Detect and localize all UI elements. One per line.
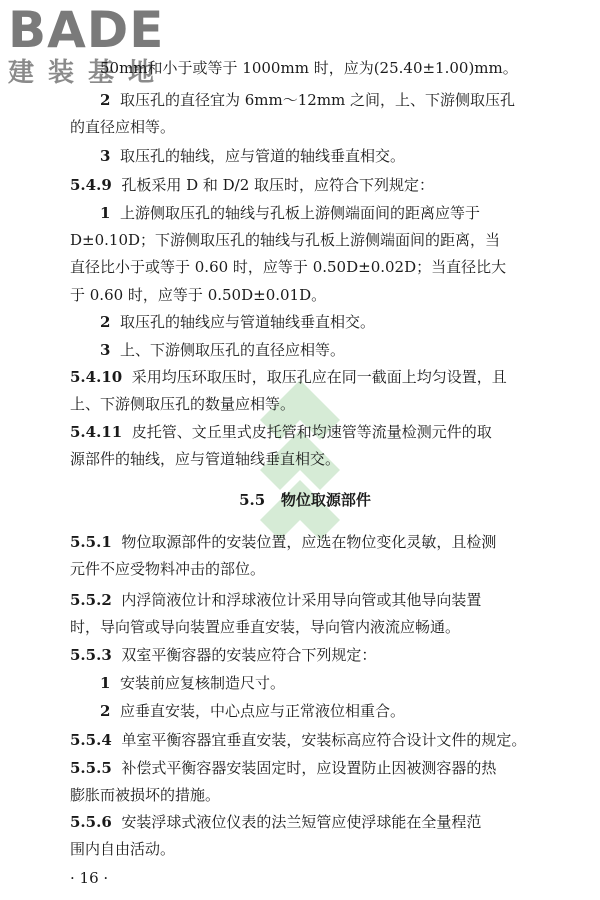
text-line: 直径比小于或等于 0.60 时，应等于 0.50D±0.02D；当直径比大 — [70, 258, 507, 276]
clause-heading: 5.4.9 孔板采用 D 和 D/2 取压时，应符合下列规定： — [70, 176, 435, 194]
clause-heading: 5.5.4 单室平衡容器宜垂直安装，安装标高应符合设计文件的规定。 — [70, 731, 527, 749]
text-line: 3 上、下游侧取压孔的直径应相等。 — [100, 341, 345, 359]
text-line: 元件不应受物料冲击的部位。 — [70, 560, 266, 578]
text-line: 1 上游侧取压孔的轴线与孔板上游侧端面间的距离应等于 — [100, 204, 480, 222]
page-number: · 16 · — [70, 869, 109, 887]
section-title: 5.5 物位取源部件 — [239, 491, 371, 509]
clause-heading: 5.5.2 内浮筒液位计和浮球液位计采用导向管或其他导向装置 — [70, 591, 482, 609]
text-line: 2 应垂直安装，中心点应与正常液位相重合。 — [100, 702, 405, 720]
clause-heading: 5.5.6 安装浮球式液位仪表的法兰短管应使浮球能在全量程范 — [70, 813, 482, 831]
text-line: 围内自由活动。 — [70, 840, 176, 858]
text-line: 膨胀而被损坏的措施。 — [70, 786, 221, 804]
text-line: 3 取压孔的轴线，应与管道的轴线垂直相交。 — [100, 147, 405, 165]
text-line: 1 安装前应复核制造尺寸。 — [100, 674, 285, 692]
clause-heading: 5.5.1 物位取源部件的安装位置，应选在物位变化灵敏，且检测 — [70, 533, 497, 551]
text-line: 时，导向管或导向装置应垂直安装，导向管内液流应畅通。 — [70, 618, 461, 636]
text-line: 2 取压孔的轴线应与管道轴线垂直相交。 — [100, 313, 375, 331]
clause-heading: 5.5.3 双室平衡容器的安装应符合下列规定： — [70, 646, 377, 664]
brand-logo — [8, 1, 208, 104]
text-line: 上、下游侧取压孔的数量应相等。 — [70, 395, 296, 413]
text-line: 源部件的轴线，应与管道轴线垂直相交。 — [70, 450, 341, 468]
logo-subtitle: 建装基地 — [8, 58, 169, 88]
clause-heading: 5.4.10 采用均压环取压时，取压孔应在同一截面上均匀设置，且 — [70, 368, 507, 386]
clause-heading: 5.5.5 补偿式平衡容器安装固定时，应设置防止因被测容器的热 — [70, 759, 497, 777]
text-line: 于 0.60 时，应等于 0.50D±0.01D。 — [70, 286, 327, 304]
clause-heading: 5.4.11 皮托管、文丘里式皮托管和均速管等流量检测元件的取 — [70, 423, 492, 441]
text-line: 2 取压孔的直径宜为 6mm～12mm 之间，上、下游侧取压孔 — [100, 91, 516, 109]
text-line: 50mm和小于或等于 1000mm 时，应为(25.40±1.00)mm。 — [100, 59, 518, 77]
logo-brand-text: BADE — [8, 1, 165, 59]
text-line: 的直径应相等。 — [70, 118, 176, 136]
text-line: D±0.10D；下游侧取压孔的轴线与孔板上游侧端面间的距离，当 — [70, 231, 501, 249]
